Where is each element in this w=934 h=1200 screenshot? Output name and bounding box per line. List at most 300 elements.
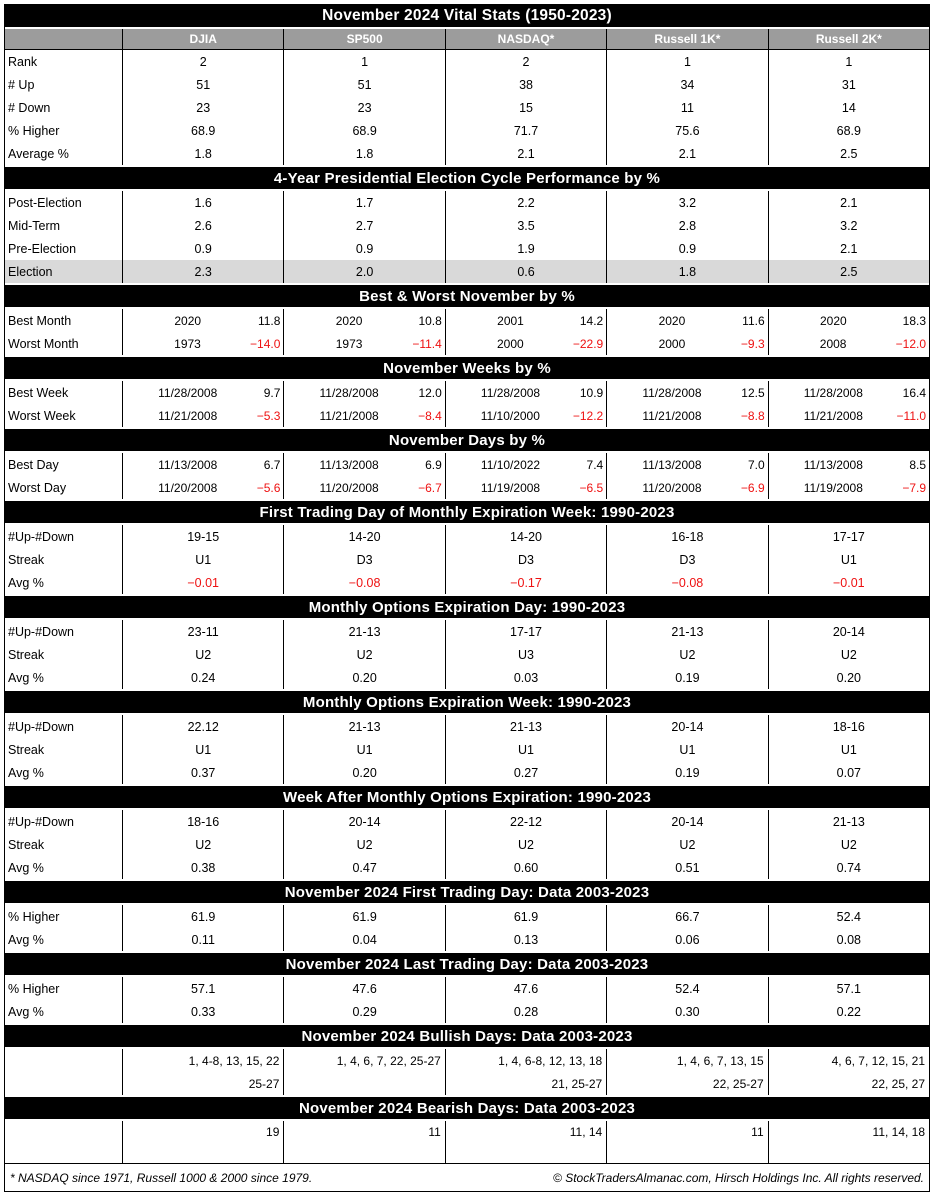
date-value-cell bbox=[283, 453, 444, 476]
value-cell: 15 bbox=[445, 96, 606, 119]
value-cell: U2 bbox=[283, 643, 444, 666]
row-label: Average % bbox=[8, 146, 69, 161]
date-value-cell bbox=[122, 381, 283, 404]
value-cell: U1 bbox=[283, 738, 444, 761]
value-cell: U2 bbox=[445, 833, 606, 856]
row-label bbox=[5, 1121, 122, 1163]
row-label: Streak bbox=[8, 552, 45, 567]
table-row bbox=[5, 761, 929, 784]
value-cell: 11 bbox=[606, 96, 767, 119]
value-cell: 61.9 bbox=[283, 905, 444, 928]
value: −6.9 bbox=[740, 480, 765, 495]
value: −5.3 bbox=[256, 408, 281, 423]
value-cell: 2.2 bbox=[445, 191, 606, 214]
row-label: Avg % bbox=[8, 932, 44, 947]
value-cell: 0.06 bbox=[606, 928, 767, 951]
table-row bbox=[5, 237, 929, 260]
date-value-cell bbox=[768, 381, 929, 404]
value-cell: 16-18 bbox=[606, 525, 767, 548]
table-row bbox=[5, 96, 929, 119]
value: 12.5 bbox=[741, 385, 765, 400]
value-cell: 21-13 bbox=[606, 620, 767, 643]
row-label bbox=[5, 1049, 122, 1072]
row-label: % Higher bbox=[8, 981, 60, 996]
value-cell: 20-14 bbox=[606, 810, 767, 833]
value-cell: −0.01 bbox=[122, 571, 283, 594]
section-header: November Weeks by % bbox=[5, 355, 929, 381]
day-list-cell: 11, 14 bbox=[445, 1121, 606, 1163]
row-label: Post-Election bbox=[8, 195, 82, 210]
footnote-indices: * NASDAQ since 1971, Russell 1000 & 2000 since 1979. bbox=[10, 1170, 313, 1185]
value-cell: 2.3 bbox=[122, 260, 283, 283]
value-cell: 2.6 bbox=[122, 214, 283, 237]
value-cell: 51 bbox=[122, 73, 283, 96]
value: −11.0 bbox=[896, 408, 927, 423]
date: 11/13/2008 bbox=[319, 457, 379, 472]
row-label: #Up-#Down bbox=[8, 814, 75, 829]
value-cell: 0.74 bbox=[768, 856, 929, 879]
value-cell: 1.7 bbox=[283, 191, 444, 214]
table-row bbox=[5, 1049, 929, 1072]
value-cell: 3.5 bbox=[445, 214, 606, 237]
value: 6.9 bbox=[425, 457, 442, 472]
value-cell: 0.20 bbox=[283, 761, 444, 784]
section-header: November 2024 Bullish Days: Data 2003-2023 bbox=[5, 1023, 929, 1049]
value-cell: 61.9 bbox=[122, 905, 283, 928]
column-header-nasdaq: NASDAQ* bbox=[445, 29, 606, 49]
row-label: Streak bbox=[8, 837, 45, 852]
value-cell: 0.22 bbox=[768, 1000, 929, 1023]
value-cell: 2.8 bbox=[606, 214, 767, 237]
value-cell: U1 bbox=[606, 738, 767, 761]
value-cell: −0.01 bbox=[768, 571, 929, 594]
value-cell: U1 bbox=[768, 738, 929, 761]
table-row bbox=[5, 309, 929, 332]
date-value-cell bbox=[606, 476, 767, 499]
value-cell: 68.9 bbox=[283, 119, 444, 142]
date: 2020 bbox=[174, 313, 202, 328]
value: −8.8 bbox=[740, 408, 765, 423]
value: 11.6 bbox=[742, 313, 765, 328]
value-cell: 2.1 bbox=[768, 237, 929, 260]
value-cell: 0.19 bbox=[606, 666, 767, 689]
date-value-cell bbox=[122, 453, 283, 476]
value-cell: 0.20 bbox=[768, 666, 929, 689]
column-header-sp500: SP500 bbox=[283, 29, 444, 49]
day-list-cell: 4, 6, 7, 12, 15, 21 bbox=[768, 1049, 929, 1072]
table-row bbox=[5, 715, 929, 738]
date: 11/28/2008 bbox=[803, 385, 863, 400]
table-row bbox=[5, 381, 929, 404]
day-list-cell: 11 bbox=[606, 1121, 767, 1163]
value-cell: 21-13 bbox=[283, 715, 444, 738]
value-cell: U1 bbox=[445, 738, 606, 761]
row-label bbox=[5, 1072, 122, 1095]
value: 18.3 bbox=[902, 313, 927, 328]
row-label: #Up-#Down bbox=[8, 624, 75, 639]
value: −9.3 bbox=[740, 336, 765, 351]
section-header: First Trading Day of Monthly Expiration Week: 1990-2023 bbox=[5, 499, 929, 525]
row-label: % Higher bbox=[8, 123, 60, 138]
table-row bbox=[5, 1000, 929, 1023]
value-cell: 0.03 bbox=[445, 666, 606, 689]
date: 11/13/2008 bbox=[158, 457, 218, 472]
table-row bbox=[5, 738, 929, 761]
value-cell: 0.07 bbox=[768, 761, 929, 784]
value-cell: 68.9 bbox=[122, 119, 283, 142]
row-label: Mid-Term bbox=[8, 218, 61, 233]
row-label: Avg % bbox=[8, 670, 44, 685]
value-cell: 2 bbox=[445, 50, 606, 73]
date-value-cell bbox=[122, 404, 283, 427]
date: 2008 bbox=[819, 336, 847, 351]
value-cell: U2 bbox=[122, 643, 283, 666]
row-label: Avg % bbox=[8, 860, 44, 875]
value-cell: 3.2 bbox=[606, 191, 767, 214]
value-cell: 2.7 bbox=[283, 214, 444, 237]
date-value-cell bbox=[283, 404, 444, 427]
table-row bbox=[5, 260, 929, 283]
value: 9.7 bbox=[263, 385, 281, 400]
date: 11/10/2000 bbox=[480, 408, 540, 423]
value-cell: 68.9 bbox=[768, 119, 929, 142]
value-cell: 2.1 bbox=[606, 142, 767, 165]
table-row bbox=[5, 666, 929, 689]
date-value-cell bbox=[445, 404, 606, 427]
date: 11/21/2008 bbox=[803, 408, 863, 423]
date: 11/28/2008 bbox=[480, 385, 541, 400]
table-row bbox=[5, 453, 929, 476]
table-row bbox=[5, 1121, 929, 1163]
value-cell: U1 bbox=[768, 548, 929, 571]
table-row bbox=[5, 1072, 929, 1095]
value-cell: 1 bbox=[606, 50, 767, 73]
value-cell: 1.8 bbox=[283, 142, 444, 165]
value-cell: 23 bbox=[283, 96, 444, 119]
value-cell: 0.60 bbox=[445, 856, 606, 879]
table-row bbox=[5, 833, 929, 856]
value-cell: U1 bbox=[122, 738, 283, 761]
value-cell: 38 bbox=[445, 73, 606, 96]
value-cell: U2 bbox=[768, 833, 929, 856]
value-cell: 0.19 bbox=[606, 761, 767, 784]
row-label: Worst Day bbox=[8, 480, 67, 495]
date-value-cell bbox=[768, 476, 929, 499]
column-header-empty bbox=[5, 29, 122, 49]
date: 11/28/2008 bbox=[319, 385, 379, 400]
value-cell: 57.1 bbox=[768, 977, 929, 1000]
date-value-cell bbox=[445, 453, 606, 476]
value: −12.2 bbox=[572, 408, 604, 423]
value-cell: 18-16 bbox=[768, 715, 929, 738]
value: −6.5 bbox=[579, 480, 604, 495]
date: 2020 bbox=[658, 313, 686, 328]
value-cell: 19-15 bbox=[122, 525, 283, 548]
value-cell: 23-11 bbox=[122, 620, 283, 643]
row-label: # Down bbox=[8, 100, 51, 115]
value: −7.9 bbox=[902, 480, 927, 495]
value-cell: D3 bbox=[606, 548, 767, 571]
date: 11/20/2008 bbox=[642, 480, 702, 495]
value-cell: 0.20 bbox=[283, 666, 444, 689]
section-header: November 2024 First Trading Day: Data 2003-2023 bbox=[5, 879, 929, 905]
value-cell: D3 bbox=[445, 548, 606, 571]
value: 10.9 bbox=[579, 385, 604, 400]
value-cell: 2.1 bbox=[445, 142, 606, 165]
date: 11/28/2008 bbox=[158, 385, 218, 400]
row-label: #Up-#Down bbox=[8, 719, 75, 734]
date-value-cell bbox=[283, 332, 444, 355]
value-cell: U3 bbox=[445, 643, 606, 666]
table-row bbox=[5, 73, 929, 96]
value: −11.4 bbox=[412, 336, 442, 351]
value-cell: 61.9 bbox=[445, 905, 606, 928]
date-value-cell bbox=[445, 309, 606, 332]
date-value-cell bbox=[768, 309, 929, 332]
date-value-cell bbox=[768, 404, 929, 427]
value-cell: 57.1 bbox=[122, 977, 283, 1000]
table-row bbox=[5, 214, 929, 237]
value: −14.0 bbox=[250, 336, 281, 351]
row-label: Best Day bbox=[8, 457, 59, 472]
day-list-cell bbox=[283, 1072, 444, 1095]
day-list-cell: 25-27 bbox=[122, 1072, 283, 1095]
table-row bbox=[5, 525, 929, 548]
table-row bbox=[5, 810, 929, 833]
row-label: Streak bbox=[8, 647, 45, 662]
day-list-cell: 21, 25-27 bbox=[445, 1072, 606, 1095]
day-list-cell: 1, 4, 6, 7, 22, 25-27 bbox=[283, 1049, 444, 1072]
date: 11/28/2008 bbox=[642, 385, 702, 400]
section-header: 4-Year Presidential Election Cycle Performance by % bbox=[5, 165, 929, 191]
table-row bbox=[5, 643, 929, 666]
section-header: November Days by % bbox=[5, 427, 929, 453]
value: 7.0 bbox=[747, 457, 765, 472]
value-cell: 21-13 bbox=[283, 620, 444, 643]
value-cell: 14 bbox=[768, 96, 929, 119]
date-value-cell bbox=[445, 381, 606, 404]
table-row bbox=[5, 332, 929, 355]
value-cell: 47.6 bbox=[445, 977, 606, 1000]
value-cell: 0.11 bbox=[122, 928, 283, 951]
value: 8.5 bbox=[909, 457, 927, 472]
value-cell: 22.12 bbox=[122, 715, 283, 738]
value-cell: 34 bbox=[606, 73, 767, 96]
value-cell: 0.28 bbox=[445, 1000, 606, 1023]
row-label: Election bbox=[8, 264, 53, 279]
table-row bbox=[5, 191, 929, 214]
date: 11/21/2008 bbox=[158, 408, 218, 423]
date-value-cell bbox=[768, 453, 929, 476]
value: 12.0 bbox=[418, 385, 442, 400]
column-header-russell-1k: Russell 1K* bbox=[606, 29, 767, 49]
value-cell: 0.6 bbox=[445, 260, 606, 283]
value-cell: 2.0 bbox=[283, 260, 444, 283]
column-header-row bbox=[5, 29, 929, 50]
value: 6.7 bbox=[263, 457, 281, 472]
value-cell: U2 bbox=[768, 643, 929, 666]
date-value-cell bbox=[606, 453, 767, 476]
table-row bbox=[5, 977, 929, 1000]
value-cell: 14-20 bbox=[445, 525, 606, 548]
date: 11/21/2008 bbox=[642, 408, 702, 423]
table-row bbox=[5, 50, 929, 73]
value-cell: 18-16 bbox=[122, 810, 283, 833]
value-cell: 52.4 bbox=[768, 905, 929, 928]
page-title: November 2024 Vital Stats (1950-2023) bbox=[5, 5, 929, 29]
value-cell: 21-13 bbox=[445, 715, 606, 738]
date-value-cell bbox=[122, 476, 283, 499]
date: 1973 bbox=[174, 336, 201, 351]
value-cell: 3.2 bbox=[768, 214, 929, 237]
value-cell: 1.8 bbox=[122, 142, 283, 165]
value: 14.2 bbox=[579, 313, 604, 328]
value-cell: 1 bbox=[283, 50, 444, 73]
row-label: Avg % bbox=[8, 1004, 44, 1019]
row-label: Streak bbox=[8, 742, 45, 757]
section-header: Best & Worst November by % bbox=[5, 283, 929, 309]
value: 11.8 bbox=[257, 313, 281, 328]
table-row bbox=[5, 928, 929, 951]
date-value-cell bbox=[283, 476, 444, 499]
row-label: Avg % bbox=[8, 575, 44, 590]
date: 11/20/2008 bbox=[319, 480, 379, 495]
value-cell: 0.29 bbox=[283, 1000, 444, 1023]
date-value-cell bbox=[283, 309, 444, 332]
value: −8.4 bbox=[418, 408, 442, 423]
table-row bbox=[5, 571, 929, 594]
value-cell: U2 bbox=[122, 833, 283, 856]
value-cell: U2 bbox=[283, 833, 444, 856]
row-label: Rank bbox=[8, 54, 38, 69]
copyright-notice: © StockTradersAlmanac.com, Hirsch Holdings Inc. All rights reserved. bbox=[553, 1170, 924, 1185]
value-cell: 51 bbox=[283, 73, 444, 96]
value-cell: 23 bbox=[122, 96, 283, 119]
date: 2020 bbox=[335, 313, 363, 328]
value-cell: −0.17 bbox=[445, 571, 606, 594]
value-cell: 0.08 bbox=[768, 928, 929, 951]
value: −6.7 bbox=[418, 480, 442, 495]
date-value-cell bbox=[445, 476, 606, 499]
day-list-cell: 19 bbox=[122, 1121, 283, 1163]
row-label: % Higher bbox=[8, 909, 60, 924]
value-cell: 75.6 bbox=[606, 119, 767, 142]
value-cell: 1.9 bbox=[445, 237, 606, 260]
date: 2000 bbox=[658, 336, 686, 351]
row-label: Best Month bbox=[8, 313, 72, 328]
date: 11/13/2008 bbox=[642, 457, 702, 472]
date: 2000 bbox=[496, 336, 524, 351]
value-cell: 0.04 bbox=[283, 928, 444, 951]
row-label: Avg % bbox=[8, 765, 44, 780]
value-cell: U2 bbox=[606, 643, 767, 666]
value-cell: 0.33 bbox=[122, 1000, 283, 1023]
section-header: November 2024 Bearish Days: Data 2003-2023 bbox=[5, 1095, 929, 1121]
column-header-djia: DJIA bbox=[122, 29, 283, 49]
table-body bbox=[5, 50, 929, 1163]
value-cell: 47.6 bbox=[283, 977, 444, 1000]
day-list-cell: 22, 25, 27 bbox=[768, 1072, 929, 1095]
date: 11/10/2022 bbox=[480, 457, 541, 472]
value-cell: 0.9 bbox=[122, 237, 283, 260]
section-header: Monthly Options Expiration Week: 1990-2023 bbox=[5, 689, 929, 715]
date-value-cell bbox=[445, 332, 606, 355]
value-cell: 1.8 bbox=[606, 260, 767, 283]
date: 1973 bbox=[335, 336, 363, 351]
value-cell: 2.5 bbox=[768, 142, 929, 165]
value: 10.8 bbox=[418, 313, 442, 328]
table-row bbox=[5, 856, 929, 879]
value-cell: 0.9 bbox=[283, 237, 444, 260]
value-cell: U1 bbox=[122, 548, 283, 571]
table-row bbox=[5, 620, 929, 643]
date-value-cell bbox=[606, 381, 767, 404]
date-value-cell bbox=[606, 332, 767, 355]
value-cell: 0.30 bbox=[606, 1000, 767, 1023]
date-value-cell bbox=[122, 309, 283, 332]
day-list-cell: 22, 25-27 bbox=[606, 1072, 767, 1095]
value-cell: 31 bbox=[768, 73, 929, 96]
date-value-cell bbox=[768, 332, 929, 355]
value: 7.4 bbox=[586, 457, 604, 472]
value-cell: 0.51 bbox=[606, 856, 767, 879]
value-cell: 0.47 bbox=[283, 856, 444, 879]
date-value-cell bbox=[606, 309, 767, 332]
value-cell: 0.38 bbox=[122, 856, 283, 879]
value-cell: 20-14 bbox=[283, 810, 444, 833]
value-cell: −0.08 bbox=[606, 571, 767, 594]
value-cell: 2.5 bbox=[768, 260, 929, 283]
table-row bbox=[5, 142, 929, 165]
value-cell: 14-20 bbox=[283, 525, 444, 548]
value-cell: −0.08 bbox=[283, 571, 444, 594]
table-row bbox=[5, 905, 929, 928]
table-row bbox=[5, 548, 929, 571]
column-header-russell-2k: Russell 2K* bbox=[768, 29, 929, 49]
day-list-cell: 1, 4-8, 13, 15, 22 bbox=[122, 1049, 283, 1072]
value-cell: 0.24 bbox=[122, 666, 283, 689]
date: 11/19/2008 bbox=[480, 480, 541, 495]
value-cell: 17-17 bbox=[445, 620, 606, 643]
day-list-cell: 1, 4, 6-8, 12, 13, 18 bbox=[445, 1049, 606, 1072]
value: −22.9 bbox=[572, 336, 604, 351]
value-cell: 22-12 bbox=[445, 810, 606, 833]
table-row bbox=[5, 476, 929, 499]
value-cell: 20-14 bbox=[768, 620, 929, 643]
value-cell: 66.7 bbox=[606, 905, 767, 928]
value-cell: 17-17 bbox=[768, 525, 929, 548]
value-cell: 0.27 bbox=[445, 761, 606, 784]
row-label: Pre-Election bbox=[8, 241, 77, 256]
date: 11/13/2008 bbox=[803, 457, 863, 472]
date-value-cell bbox=[122, 332, 283, 355]
value: −5.6 bbox=[256, 480, 281, 495]
value-cell: 71.7 bbox=[445, 119, 606, 142]
value-cell: 0.13 bbox=[445, 928, 606, 951]
footer bbox=[5, 1163, 929, 1191]
table-row bbox=[5, 119, 929, 142]
day-list-cell: 11, 14, 18 bbox=[768, 1121, 929, 1163]
day-list-cell: 1, 4, 6, 7, 13, 15 bbox=[606, 1049, 767, 1072]
row-label: Best Week bbox=[8, 385, 69, 400]
section-header: Monthly Options Expiration Day: 1990-2023 bbox=[5, 594, 929, 620]
date: 2020 bbox=[819, 313, 847, 328]
day-list-cell: 11 bbox=[283, 1121, 444, 1163]
value-cell: U2 bbox=[606, 833, 767, 856]
date: 2001 bbox=[497, 313, 524, 328]
section-header: Week After Monthly Options Expiration: 1990-2023 bbox=[5, 784, 929, 810]
date-value-cell bbox=[606, 404, 767, 427]
